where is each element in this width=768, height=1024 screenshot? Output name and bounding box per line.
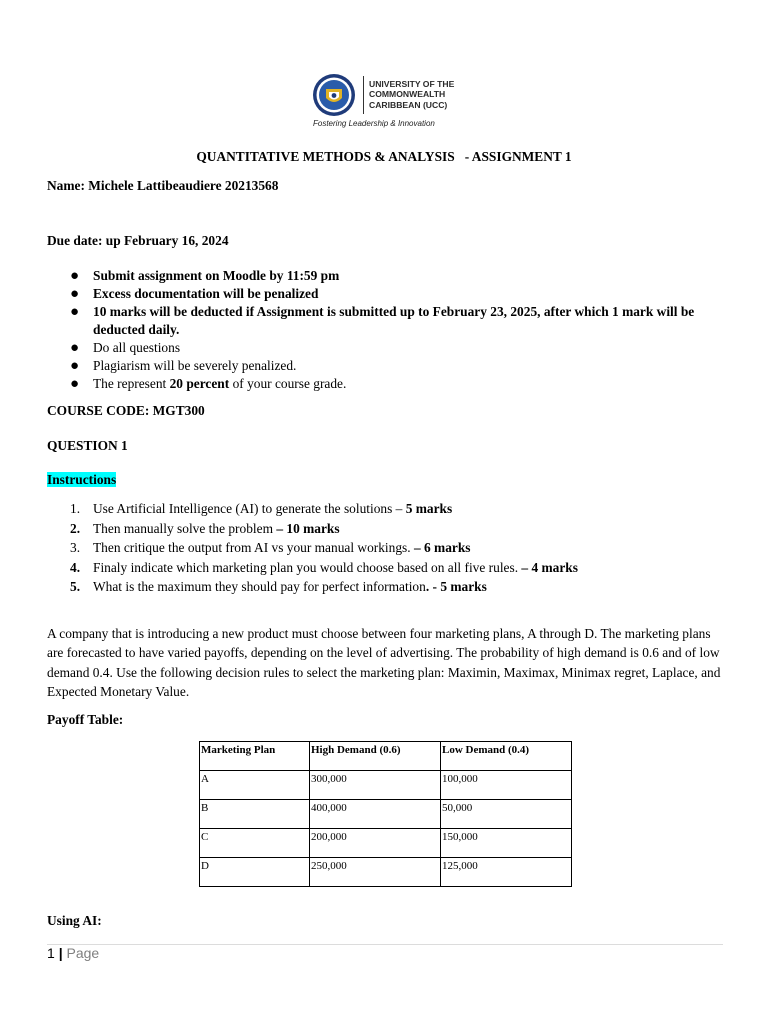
table-row — [200, 858, 572, 887]
university-logo — [312, 73, 462, 131]
marks-label: 5 marks — [405, 501, 453, 516]
marks-label: . - 5 marks — [425, 579, 487, 595]
page-footer — [47, 945, 99, 961]
table-cell: A — [200, 771, 310, 800]
table-row — [200, 800, 572, 829]
university-name-line: CARIBBEAN (UCC) — [369, 99, 448, 110]
marks-label: – 4 marks — [521, 559, 578, 575]
list-item — [70, 499, 720, 519]
list-item-text: Then manually solve the problem — [93, 520, 277, 536]
course-code: COURSE CODE: MGT300 — [47, 403, 205, 418]
table-cell: D — [200, 858, 310, 887]
list-number: 5. — [70, 579, 81, 595]
university-name-line: UNIVERSITY OF THE — [369, 79, 455, 89]
list-item-text: Submit assignment on Moodle by 11:59 pm — [93, 268, 340, 283]
page-number: 1 — [47, 945, 55, 961]
university-seal-icon — [312, 73, 356, 117]
page-label: Page — [66, 945, 100, 961]
list-item-text: Finaly indicate which marketing plan you would choose based on all five rules. — [93, 559, 522, 575]
instructions-list — [70, 499, 720, 597]
table-cell: 300,000 — [310, 771, 441, 800]
document-title: QUANTITATIVE METHODS & ANALYSIS - ASSIGNMENT 1 — [196, 149, 572, 164]
logo-divider — [363, 76, 364, 114]
list-item — [70, 558, 720, 578]
list-item — [70, 303, 720, 339]
table-cell: 100,000 — [441, 771, 572, 800]
table-cell: 125,000 — [441, 858, 572, 887]
list-item — [70, 357, 720, 375]
university-name-line: COMMONWEALTH — [369, 89, 446, 100]
table-cell: 200,000 — [310, 829, 441, 858]
footer-divider — [47, 944, 723, 945]
list-item — [70, 267, 720, 285]
payoff-table — [199, 741, 572, 887]
list-number: 3. — [70, 540, 81, 556]
list-item-text: The represent — [93, 376, 170, 391]
instructions-label: Instructions — [47, 472, 117, 487]
table-header: Low Demand (0.4) — [441, 742, 572, 771]
list-item — [70, 285, 720, 303]
table-cell: B — [200, 800, 310, 829]
table-row — [200, 771, 572, 800]
list-item — [70, 375, 720, 393]
due-date: Due date: up February 16, 2024 — [47, 233, 229, 248]
bullet-icon: ● — [70, 268, 80, 284]
bullet-icon: ● — [70, 376, 80, 392]
table-header: High Demand (0.6) — [310, 742, 441, 771]
list-number: 1. — [70, 501, 81, 516]
list-item-text: Plagiarism will be severely penalized. — [93, 358, 297, 373]
table-cell: 400,000 — [310, 800, 441, 829]
using-ai-heading: Using AI: — [47, 913, 102, 928]
student-name: Name: Michele Lattibeaudiere 20213568 — [47, 178, 279, 193]
list-item — [70, 538, 720, 558]
table-cell: 50,000 — [441, 800, 572, 829]
grade-percent: 20 percent — [169, 376, 230, 391]
list-item-text: 10 marks will be deducted if Assignment is submitted up to February 23, 2025, after which 1 mark will be deducted daily. — [93, 304, 695, 337]
problem-statement: A company that is introducing a new product must choose between four marketing plans, A through D. The marketing plans are forecasted to have varied payoffs, depending on the level of advertising. The probability of high demand is 0.6 and of low demand 0.4. Use the following decision rules to select the marketing plan: Maximin, Maximax, Minimax regret, Laplace, and Expected Monetary Value. — [47, 626, 721, 700]
table-header-row — [200, 742, 572, 771]
table-cell: C — [200, 829, 310, 858]
table-cell: 150,000 — [441, 829, 572, 858]
list-number: 4. — [70, 559, 81, 575]
table-header: Marketing Plan — [200, 742, 310, 771]
bullet-icon: ● — [70, 286, 80, 302]
footer-separator: | — [58, 945, 63, 961]
marks-label: – 10 marks — [276, 520, 340, 536]
university-name — [369, 79, 454, 110]
list-item — [70, 519, 720, 539]
question-heading: QUESTION 1 — [47, 438, 128, 453]
list-item — [70, 577, 720, 597]
table-cell: 250,000 — [310, 858, 441, 887]
bullet-icon: ● — [70, 358, 80, 374]
list-number: 2. — [70, 520, 81, 536]
list-item-text: Excess documentation will be penalized — [93, 286, 319, 301]
list-item-text: of your course grade. — [229, 376, 347, 391]
list-item-text: Use Artificial Intelligence (AI) to generate the solutions – — [93, 501, 406, 516]
bullet-icon: ● — [70, 340, 80, 356]
university-tagline: Fostering Leadership & Innovation — [313, 119, 435, 128]
list-item-text: Do all questions — [93, 340, 181, 355]
list-item-text: What is the maximum they should pay for perfect information — [93, 579, 426, 595]
table-row — [200, 829, 572, 858]
bullet-icon: ● — [70, 304, 80, 320]
payoff-table-label: Payoff Table: — [47, 712, 124, 727]
list-item — [70, 339, 720, 357]
list-item-text: Then critique the output from AI vs your manual workings. — [93, 540, 414, 556]
marks-label: – 6 marks — [413, 540, 471, 556]
requirements-list — [70, 267, 720, 393]
